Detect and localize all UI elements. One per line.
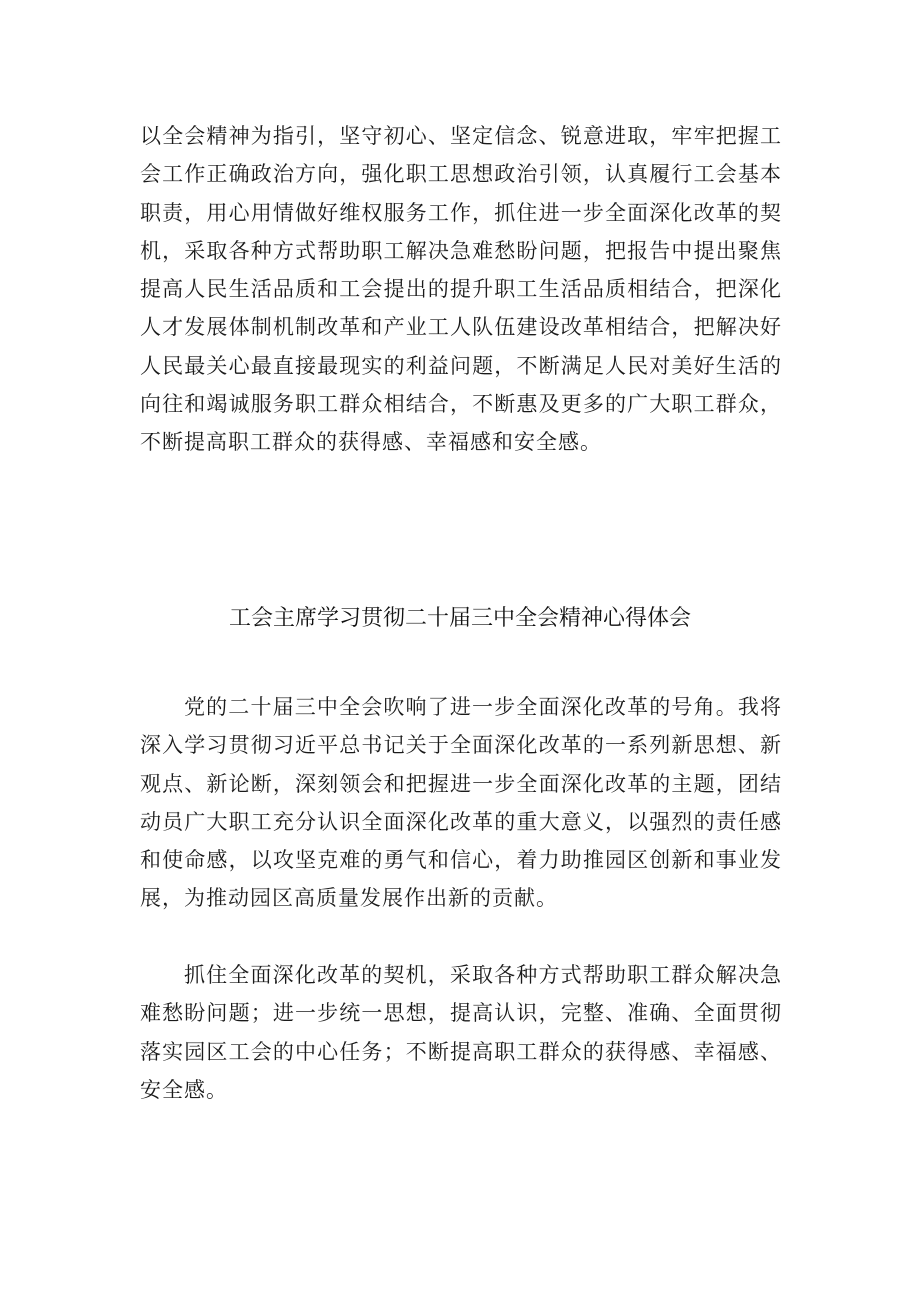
body-paragraph-3: 抓住全面深化改革的契机，采取各种方式帮助职工群众解决急难愁盼问题；进一步统一思想，提高认识，完整、准确、全面贯彻落实园区工会的中心任务；不断提高职工群众的获得感、幸福感、安全感。: [140, 963, 782, 1102]
section-heading: 工会主席学习贯彻二十届三中全会精神心得体会: [228, 606, 691, 631]
body-paragraph-1: 以全会精神为指引，坚守初心、坚定信念、锐意进取，牢牢把握工会工作正确政治方向，强化职工思想政治引领，认真履行工会基本职责，用心用情做好维权服务工作，抓住进一步全面深化改革的契机，采取各种方式帮助职工解决急难愁盼问题，把报告中提出聚焦提高人民生活品质和工会提出的提升职工生活品质相结合，把深化人才发展体制机制改革和产业工人队伍建设改革相结合，把解决好人民最关心最直接最现实的利益问题，不断满足人民对美好生活的向往和竭诚服务职工群众相结合，不断惠及更多的广大职工群众，不断提高职工群众的获得感、幸福感和安全感。: [140, 124, 782, 455]
body-paragraph-2: 党的二十届三中全会吹响了进一步全面深化改革的号角。我将深入学习贯彻习近平总书记关于全面深化改革的一系列新思想、新观点、新论断，深刻领会和把握进一步全面深化改革的主题，团结动员广大职工充分认识全面深化改革的重大意义，以强烈的责任感和使命感，以攻坚克难的勇气和信心，着力助推园区创新和事业发展，为推动园区高质量发展作出新的贡献。: [140, 695, 782, 911]
